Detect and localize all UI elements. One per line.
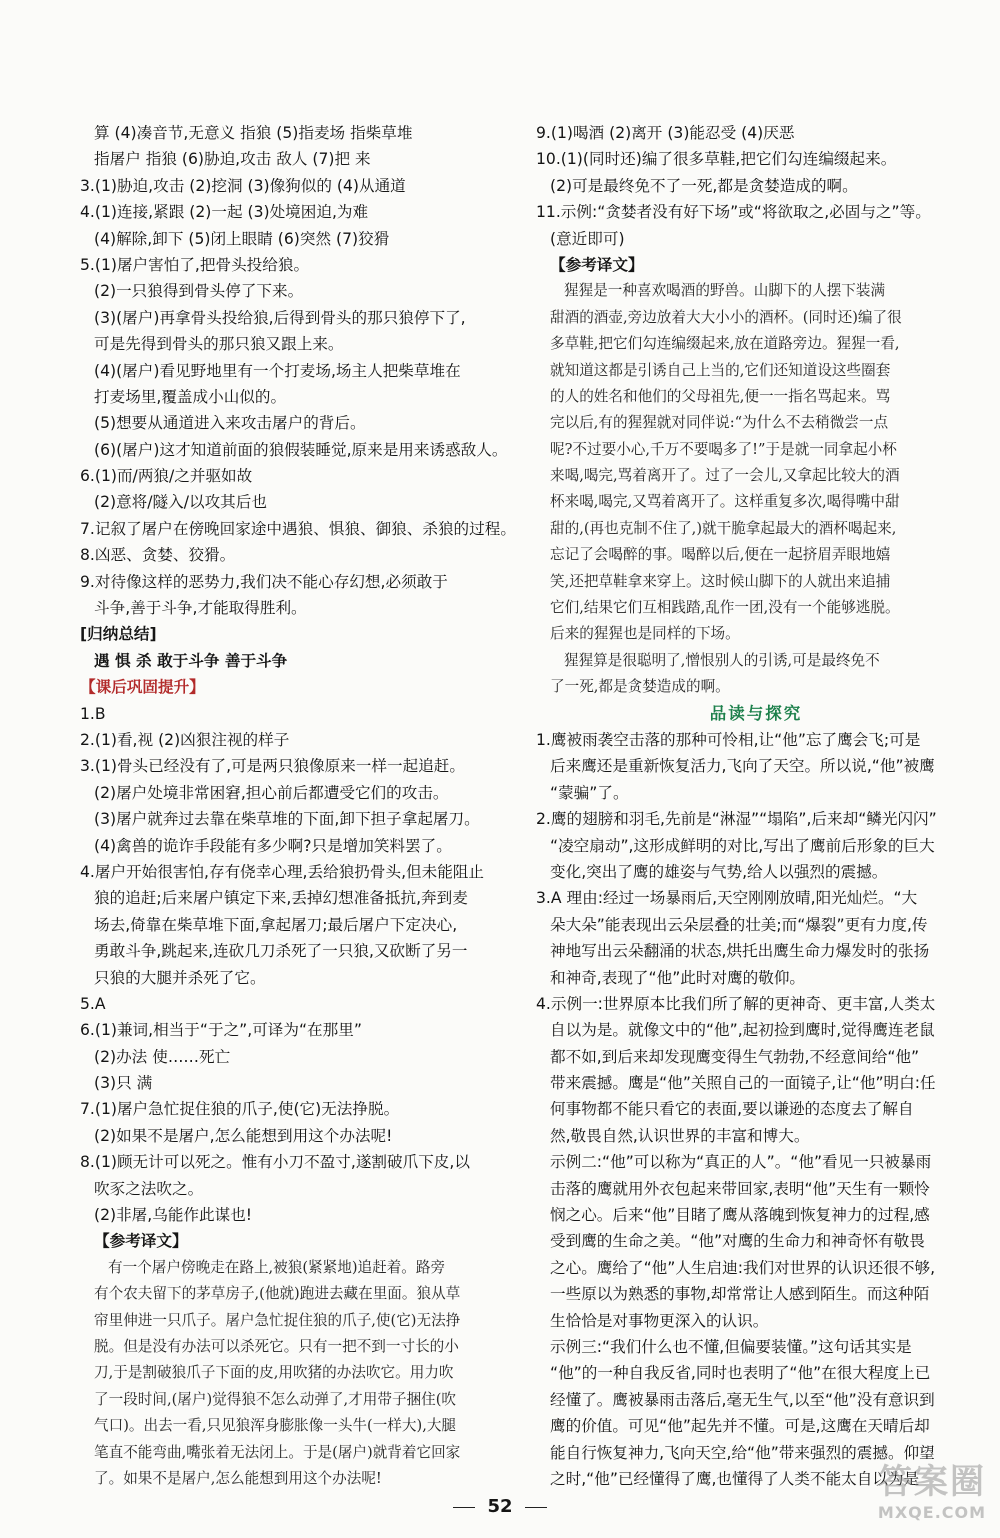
text-line: 4.(1)连接,紧跟 (2)一起 (3)处境困迫,为难 bbox=[80, 203, 369, 222]
left-column bbox=[80, 120, 522, 1492]
text-line: 朵大朵”能表现出云朵层叠的壮美;而“爆裂”更有力度,传 bbox=[550, 915, 928, 934]
text-line: (2)办法 使……死亡 bbox=[94, 1047, 231, 1066]
text-line: 受到鹰的生命之美。“他”对鹰的生命力和神奇怀有敬畏 bbox=[550, 1232, 925, 1251]
text-line: (6)(屠户)这才知道前面的狼假装睡觉,原来是用来诱惑敌人。 bbox=[94, 440, 508, 459]
text-line: 场去,倚靠在柴草堆下面,拿起屠刀;最后屠户下定决心, bbox=[94, 915, 458, 934]
text-line: 后来的猩猩也是同样的下场。 bbox=[550, 625, 740, 643]
text-line: 示例二:“他”可以称为“真正的人”。“他”看见一只被暴雨 bbox=[550, 1153, 932, 1172]
text-line: 变化,突出了鹰的雄姿与气势,给人以强烈的震撼。 bbox=[550, 862, 888, 881]
text-line: 5.A bbox=[80, 994, 106, 1013]
text-line: 8.(1)顾无计可以死之。惟有小刀不盈寸,遂割破爪下皮,以 bbox=[80, 1153, 470, 1172]
text-line: 都不如,到后来却发现鹰变得生气勃勃,不经意间给“他” bbox=[550, 1047, 920, 1066]
text-line: 多草鞋,把它们勾连编缀起来,放在道路旁边。猩猩一看, bbox=[550, 335, 900, 353]
text-line: (2)屠户处境非常困窘,担心前后都遭受它们的攻击。 bbox=[94, 783, 449, 802]
text-line: 神地写出云朵翻涌的状态,烘托出鹰生命力爆发时的张扬 bbox=[550, 942, 930, 961]
text-line: 2.鹰的翅膀和羽毛,先前是“淋湿”“塌陷”,后来却“鳞光闪闪” bbox=[536, 810, 937, 829]
text-line: 3.(1)胁迫,攻击 (2)挖洞 (3)像狗似的 (4)从通道 bbox=[80, 176, 406, 195]
text-line: (2)可是最终免不了一死,都是贪婪造成的啊。 bbox=[550, 176, 858, 195]
text-line: 悯之心。后来“他”目睹了鹰从落魄到恢复神力的过程,感 bbox=[550, 1206, 930, 1225]
text-line: 4.示例一:世界原本比我们所了解的更神奇、更丰富,人类太 bbox=[536, 994, 936, 1013]
text-line: 斗争,善于斗争,才能取得胜利。 bbox=[94, 599, 307, 618]
text-line: (5)想要从通道进入来攻击屠户的背后。 bbox=[94, 414, 366, 433]
text-line: 忘记了会喝醉的事。喝醉以后,便在一起挤眉弄眼地嬉 bbox=[550, 546, 891, 564]
text-line: 1.鹰被雨袭空击落的那种可怜相,让“他”忘了鹰会飞;可是 bbox=[536, 730, 921, 749]
text-line: 3.A 理由:经过一场暴雨后,天空刚刚放晴,阳光灿烂。“大 bbox=[536, 889, 918, 908]
text-line: 示例三:“我们什么也不懂,但偏要装懂。”这句话其实是 bbox=[550, 1337, 912, 1356]
text-line: 完以后,有的猩猩就对同伴说:“为什么不去稍微尝一点 bbox=[550, 414, 889, 432]
text-line: “蒙骗”了。 bbox=[550, 783, 629, 802]
text-line: 鹰的价值。可见“他”起先并不懂。可是,这鹰在天晴后却 bbox=[550, 1417, 930, 1436]
text-line: 了。如果不是屠户,怎么能想到用这个办法呢! bbox=[94, 1469, 382, 1487]
text-line: (2)意将/隧入/以攻其后也 bbox=[94, 493, 267, 512]
text-line: 9.对待像这样的恶势力,我们决不能心存幻想,必须敢于 bbox=[80, 572, 448, 591]
text-line: 了一死,都是贪婪造成的啊。 bbox=[550, 678, 730, 696]
text-line: 击落的鹰就用外衣包起来带回家,表明“他”天生有一颗怜 bbox=[550, 1179, 930, 1198]
text-line: 甜的,(再也克制不住了,)就干脆拿起最大的酒杯喝起来, bbox=[550, 519, 897, 537]
text-line: 帘里伸进一只爪子。屠户急忙捉住狼的爪子,使(它)无法挣 bbox=[94, 1311, 461, 1329]
text-line: 后来鹰还是重新恢复活力,飞向了天空。所以说,“他”被鹰 bbox=[550, 757, 935, 776]
text-line: 呢?不过要小心,千万不要喝多了!”于是就一同拿起小杯 bbox=[550, 440, 897, 458]
text-line: 【参考译文】 bbox=[94, 1232, 188, 1251]
text-line: 甜酒的酒壶,旁边放着大大小小的酒杯。(同时还)编了很 bbox=[550, 308, 902, 326]
text-line: 能自行恢复神力,飞向天空,给“他”带来强烈的震撼。仰望 bbox=[550, 1443, 935, 1462]
footer-dash-left bbox=[453, 1507, 475, 1508]
text-line: 10.(1)(同时还)编了很多草鞋,把它们勾连编缀起来。 bbox=[536, 150, 897, 169]
text-line: 7.(1)屠户急忙捉住狼的爪子,使(它)无法挣脱。 bbox=[80, 1100, 400, 1119]
text-line: 算 (4)凑音节,无意义 指狼 (5)指麦场 指柴草堆 bbox=[94, 124, 413, 142]
text-line: 杯来喝,喝完,又骂着离开了。这样重复多次,喝得嘴中甜 bbox=[550, 493, 900, 511]
text-line: 狼的追赶;后来屠户镇定下来,丢掉幻想准备抵抗,奔到麦 bbox=[94, 889, 468, 908]
text-line: (4)(屠户)看见野地里有一个打麦场,场主人把柴草堆在 bbox=[94, 361, 461, 380]
text-line: 【参考译文】 bbox=[550, 255, 644, 274]
text-line: 遇 惧 杀 敢于斗争 善于斗争 bbox=[94, 651, 288, 670]
text-line: 猩猩是一种喜欢喝酒的野兽。山脚下的人摆下装满 bbox=[564, 282, 886, 300]
text-line: 品读与探究 bbox=[709, 703, 803, 723]
text-line: 气口)。出去一看,只见狼浑身膨胀像一头牛(一样大),大腿 bbox=[94, 1417, 457, 1435]
text-line: 有个农夫留下的茅草房子,(他就)跑进去藏在里面。狼从草 bbox=[94, 1285, 461, 1303]
text-line: 9.(1)喝酒 (2)离开 (3)能忍受 (4)厌恶 bbox=[536, 124, 795, 142]
text-line: (4)禽兽的诡诈手段能有多少啊?只是增加笑料罢了。 bbox=[94, 836, 452, 855]
text-line: 6.(1)而/两狼/之并驱如故 bbox=[80, 467, 253, 486]
text-line: 1.B bbox=[80, 704, 106, 723]
watermark-url: MXQE.COM bbox=[877, 1503, 987, 1522]
text-line: 8.凶恶、贪婪、狡猾。 bbox=[80, 546, 236, 565]
text-line: 脱。但是没有办法可以杀死它。只有一把不到一寸长的小 bbox=[94, 1337, 459, 1355]
text-line: 只狼的大腿并杀死了它。 bbox=[94, 968, 266, 987]
text-line: 3.(1)骨头已经没有了,可是两只狼像原来一样一起追赶。 bbox=[80, 757, 465, 776]
text-line: 的人的姓名和他们的父母祖先,便一一指名骂起来。骂 bbox=[550, 387, 891, 405]
text-line: 11.示例:“贪婪者没有好下场”或“将欲取之,必固与之”等。 bbox=[536, 203, 931, 222]
text-line: (3)(屠户)再拿骨头投给狼,后得到骨头的那只狼停下了, bbox=[94, 308, 466, 327]
text-line: 勇敢斗争,跳起来,连砍几刀杀死了一只狼,又砍断了另一 bbox=[94, 942, 468, 961]
text-line: 吹豕之法吹之。 bbox=[94, 1179, 204, 1198]
text-line: [归纳总结] bbox=[80, 625, 157, 644]
watermark-logo bbox=[872, 1462, 992, 1532]
text-line: 4.屠户开始很害怕,存有侥幸心理,丢给狼扔骨头,但未能阻止 bbox=[80, 862, 484, 881]
right-column bbox=[536, 120, 976, 1492]
text-line: 有一个屠户傍晚走在路上,被狼(紧紧地)追赶着。路旁 bbox=[108, 1258, 446, 1276]
text-line: 自以为是。就像文中的“他”,起初捡到鹰时,觉得鹰连老鼠 bbox=[550, 1021, 935, 1040]
text-line: (2)非屠,乌能作此谋也! bbox=[94, 1206, 253, 1225]
text-line: 猩猩算是很聪明了,憎恨别人的引诱,可是最终免不 bbox=[564, 651, 880, 669]
text-line: (2)如果不是屠户,怎么能想到用这个办法呢! bbox=[94, 1126, 393, 1145]
text-line: 生恰恰是对事物更深入的认识。 bbox=[550, 1311, 769, 1330]
text-line: (3)屠户就奔过去靠在柴草堆的下面,卸下担子拿起屠刀。 bbox=[94, 810, 480, 829]
text-line: 打麦场里,覆盖成小山似的。 bbox=[94, 387, 287, 406]
text-line: 【课后巩固提升】 bbox=[80, 678, 205, 697]
text-line: 可是先得到骨头的那只狼又跟上来。 bbox=[94, 335, 344, 354]
text-line: 来喝,喝完,骂着离开了。过了一会儿,又拿起比较大的酒 bbox=[550, 467, 900, 485]
text-line: (3)只 满 bbox=[94, 1074, 153, 1093]
text-line: 指屠户 指狼 (6)胁迫,攻击 敌人 (7)把 来 bbox=[94, 150, 371, 169]
text-line: 5.(1)屠户害怕了,把骨头投给狼。 bbox=[80, 255, 310, 274]
text-line: 笑,还把草鞋拿来穿上。这时候山脚下的人就出来追捕 bbox=[550, 572, 891, 590]
text-line: 笔直不能弯曲,嘴张着无法闭上。于是(屠户)就背着它回家 bbox=[94, 1443, 461, 1461]
page-number: 52 bbox=[487, 1496, 513, 1517]
text-line: 之时,“他”已经懂得了鹰,也懂得了人类不能太自以为是 bbox=[550, 1469, 920, 1488]
text-line: (4)解除,卸下 (5)闭上眼睛 (6)突然 (7)狡猾 bbox=[94, 229, 390, 248]
watermark-logo-text: 答案圈 bbox=[878, 1462, 986, 1502]
text-line: 了一段时间,(屠户)觉得狼不怎么动弹了,才用带子捆住(吹 bbox=[94, 1390, 457, 1408]
page-footer bbox=[0, 1496, 1000, 1517]
text-line: 它们,结果它们互相践踏,乱作一团,没有一个能够逃脱。 bbox=[550, 599, 900, 617]
text-line: 然,敬畏自然,认识世界的丰富和博大。 bbox=[550, 1126, 810, 1145]
text-line: 带来震撼。鹰是“他”关照自己的一面镜子,让“他”明白:任 bbox=[550, 1074, 936, 1093]
text-line: 何事物都不能只看它的表面,要以谦逊的态度去了解自 bbox=[550, 1100, 914, 1119]
text-line: 就知道这都是引诱自己上当的,它们还知道设这些圈套 bbox=[550, 361, 891, 379]
text-line: 经懂了。鹰被暴雨击落后,毫无生气,以至“他”没有意识到 bbox=[550, 1390, 935, 1409]
text-line: 刀,于是割破狼爪子下面的皮,用吹猪的办法吹它。用力吹 bbox=[94, 1364, 454, 1382]
text-line: 和神奇,表现了“他”此时对鹰的敬仰。 bbox=[550, 968, 806, 987]
text-line: 之心。鹰给了“他”人生启迪:我们对世界的认识还很不够, bbox=[550, 1258, 936, 1277]
text-line: (意近即可) bbox=[550, 229, 625, 248]
text-line: “他”的一种自我反省,同时也表明了“他”在很大程度上已 bbox=[550, 1364, 931, 1383]
text-line: 一些原以为熟悉的事物,却常常让人感到陌生。而这种陌 bbox=[550, 1285, 930, 1304]
text-line: 7.记叙了屠户在傍晚回家途中遇狼、惧狼、御狼、杀狼的过程。 bbox=[80, 519, 516, 538]
footer-dash-right bbox=[525, 1507, 547, 1508]
text-line: “凌空扇动”,这形成鲜明的对比,写出了鹰前后形象的巨大 bbox=[550, 836, 935, 855]
text-line: 6.(1)兼词,相当于“于之”,可译为“在那里” bbox=[80, 1021, 362, 1040]
text-line: (2)一只狼得到骨头停了下来。 bbox=[94, 282, 304, 301]
text-line: 2.(1)看,视 (2)凶狠注视的样子 bbox=[80, 730, 290, 749]
